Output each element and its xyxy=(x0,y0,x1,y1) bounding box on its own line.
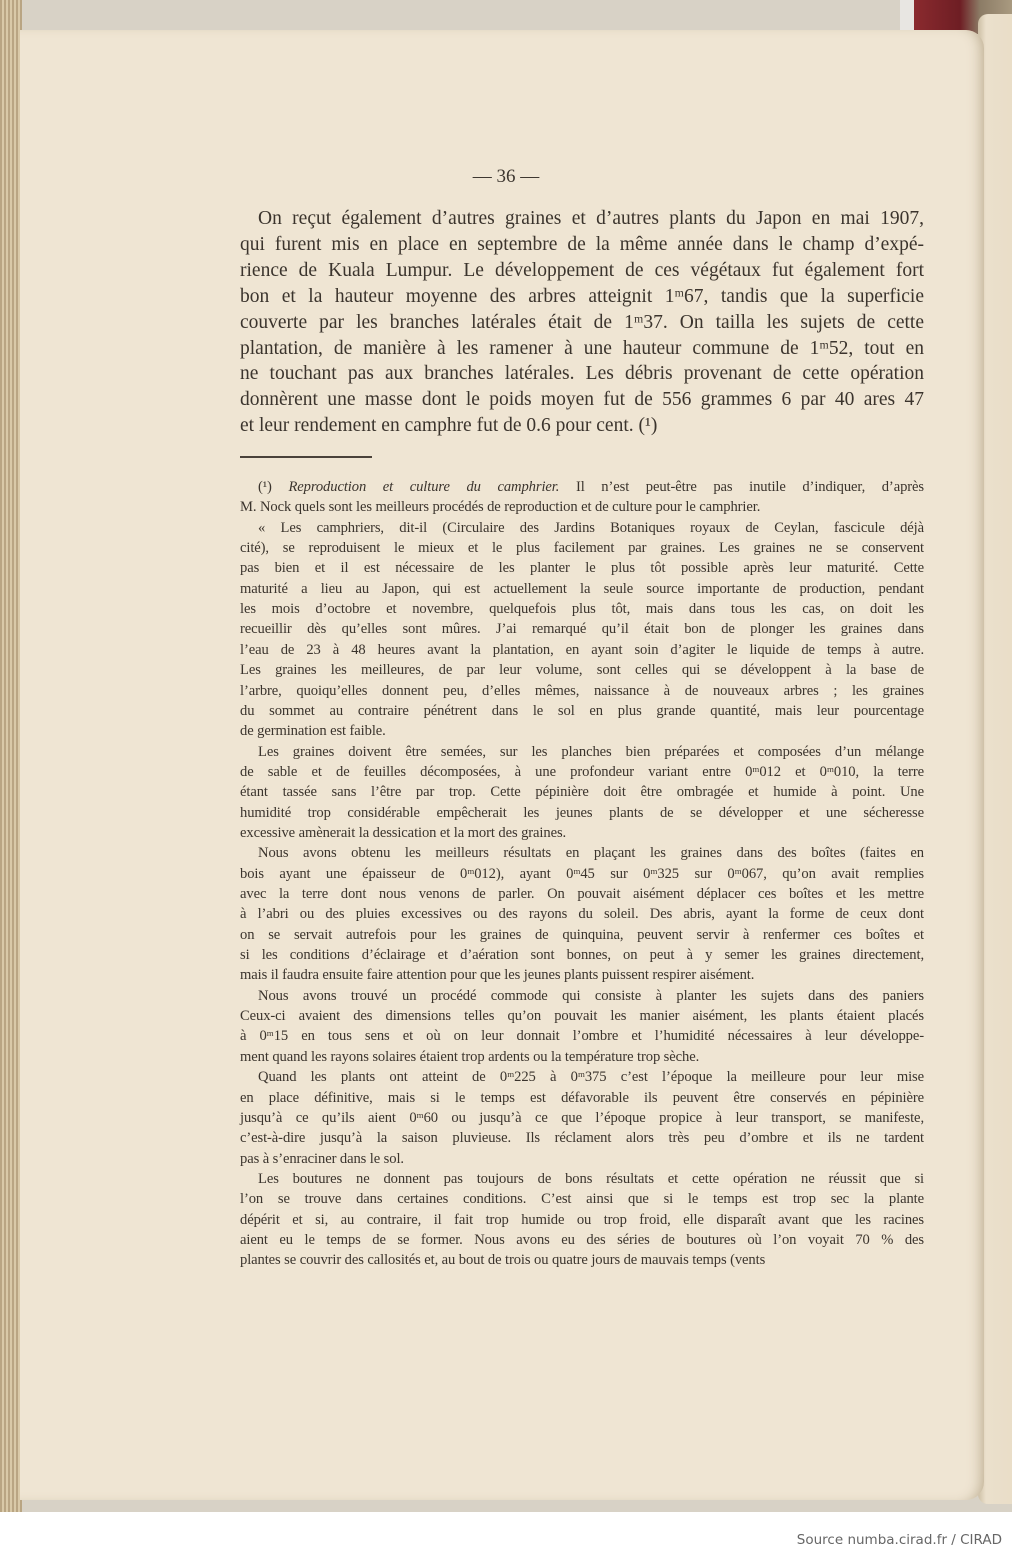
footnote-line: Quand les plants ont atteint de 0ᵐ225 à 0ᵐ375 c’est l’époque la meilleure pour leur mise xyxy=(258,1069,924,1086)
footnote-line: Nous avons obtenu les meilleurs résultats en plaçant les graines dans des boîtes (faites en xyxy=(258,845,924,862)
main-text-line: rience de Kuala Lumpur. Le développement de ces végétaux fut également fort xyxy=(240,259,924,281)
main-text-line: qui furent mis en place en septembre de la même année dans le champ d’expé- xyxy=(240,233,924,255)
footnote-line: maturité a lieu au Japon, qui est actuellement la seule source importante de production, pendant xyxy=(240,580,924,597)
footnote-line: cité), se reproduisent le mieux et le plus facilement par graines. Les graines ne se conservent xyxy=(240,540,924,557)
footnote-line: à l’abri ou des pluies excessives ou des rayons du soleil. Des abris, ayant la forme de ceux dont xyxy=(240,906,924,923)
footnote-line: Les boutures ne donnent pas toujours de bons résultats et cette opération ne réussit que si xyxy=(258,1170,924,1187)
footnote-line: on se servait autrefois pour les graines de quinquina, peuvent servir à renfermer ces boîtes et xyxy=(240,926,924,943)
main-text-line: et leur rendement en camphre fut de 0.6 pour cent. (¹) xyxy=(240,415,658,437)
footnote-line: plantes se couvrir des callosités et, au bout de trois ou quatre jours de mauvais temps (vents xyxy=(240,1252,766,1269)
footnote-line: du sommet au contraire pénétrent dans le sol en plus grande quantité, mais leur pourcentage xyxy=(240,702,924,719)
footnote-line: les mois d’octobre et novembre, quelquefois plus tôt, mais dans tous les cas, on doit les xyxy=(240,601,924,618)
footnote-line: Nous avons trouvé un procédé commode qui consiste à planter les sujets dans des paniers xyxy=(258,987,924,1004)
footnote-line: à 0ᵐ15 en tous sens et où on leur donnait l’ombre et l’humidité nécessaires à leur développe- xyxy=(240,1028,924,1045)
footnote-line: mais il faudra ensuite faire attention pour que les jeunes plants puissent respirer aisément. xyxy=(240,967,755,984)
footnote-separator xyxy=(240,456,372,458)
footnote-title: Reproduction et culture du camphrier. xyxy=(288,479,560,495)
main-text-line: plantation, de manière à les ramener à une hauteur commune de 1ᵐ52, tout en xyxy=(240,337,924,359)
footnote-line: pas à s’enraciner dans le sol. xyxy=(240,1150,404,1167)
footnote-line: Ceux-ci avaient des dimensions telles qu’on pouvait les manier aisément, les plants étaient placés xyxy=(240,1008,924,1025)
footnote-line: excessive amènerait la dessication et la mort des graines. xyxy=(240,824,567,841)
book-spine-edges xyxy=(0,0,22,1512)
footnote-line: étant tassée sans l’être par trop. Cette pépinière doit être ombragée et humide à point. Une xyxy=(240,784,924,801)
footnote-line: l’arbre, quoiqu’elles donnent peu, d’elles mêmes, naissance à de nouveaux arbres ; les graines xyxy=(240,682,924,699)
footnote-line: de germination est faible. xyxy=(240,723,386,740)
footnote-line: pas bien et il est nécessaire de les planter le plus tôt possible après leur maturité. Cette xyxy=(240,560,924,577)
footnote-marker: (¹) xyxy=(258,479,272,495)
main-text-line: On reçut également d’autres graines et d’autres plants du Japon en mai 1907, xyxy=(258,208,924,229)
footnote-line: c’est-à-dire jusqu’à la saison pluvieuse. Ils réclament alors très peu d’ombre et ils ne tardent xyxy=(240,1130,924,1147)
footnote-line: en place définitive, mais si le temps est défavorable ils peuvent être conservés en pépinière xyxy=(240,1089,924,1106)
footnote-line: ment quand les rayons solaires étaient trop ardents ou la température trop sèche. xyxy=(240,1048,700,1065)
footnote-intro: Il n’est peut-être pas inutile d’indiquer, d’après xyxy=(575,479,924,495)
footnote-line: aient eu le temps de se former. Nous avons eu des séries de boutures où l’on voyait 70 % des xyxy=(240,1231,924,1248)
main-text-line: couverte par les branches latérales était de 1ᵐ37. On tailla les sujets de cette xyxy=(240,311,924,333)
footnote-line: Les graines doivent être semées, sur les planches bien préparées et composées d’un mélange xyxy=(258,743,924,760)
footnote-line: jusqu’à ce qu’ils aient 0ᵐ60 ou jusqu’à ce que l’époque propice à leur transport, se manifeste, xyxy=(240,1109,924,1126)
footnote-line: humidité trop considérable empêcherait les jeunes plants de se développer et une sécheresse xyxy=(240,804,924,821)
footnote-line: « Les camphriers, dit-il (Circulaire des Jardins Botaniques royaux de Ceylan, fascicule déjà xyxy=(258,519,924,536)
footnote-line: l’on se trouve dans certaines conditions. C’est ainsi que si le temps est trop sec la plante xyxy=(240,1191,924,1208)
footnote-line xyxy=(240,477,924,497)
footnote-line: bois ayant une épaisseur de 0ᵐ012), ayant 0ᵐ45 sur 0ᵐ325 sur 0ᵐ067, qu’on avait remplies xyxy=(240,865,924,882)
source-credit: Source numba.cirad.fr / CIRAD xyxy=(796,1532,1002,1548)
main-text-line: bon et la hauteur moyenne des arbres atteignit 1ᵐ67, tandis que la superficie xyxy=(240,285,924,307)
footnote-line: dépérit et si, au contraire, il fait trop humide ou trop froid, elle disparaît avant que les racines xyxy=(240,1211,924,1228)
footnote-line: recueillir dès qu’elles sont mûres. J’ai remarqué qu’il était bon de plonger les graines dans xyxy=(240,621,924,638)
footnote-line: l’eau de 23 à 48 heures avant la plantation, en ayant soin d’agiter le liquide de temps à autre. xyxy=(240,641,924,658)
footnote-line: si les conditions d’éclairage et d’aération sont bonnes, on peut à y semer les graines directement, xyxy=(240,947,924,964)
main-text-line: donnèrent une masse dont le poids moyen fut de 556 grammes 6 par 40 ares 47 xyxy=(240,389,924,411)
footnote-line: de sable et de feuilles décomposées, à une profondeur variant entre 0ᵐ012 et 0ᵐ010, la terre xyxy=(240,763,924,780)
footnote-line: Les graines les meilleures, de par leur volume, sont celles qui se développent à la base de xyxy=(240,662,924,679)
footnote-line: M. Nock quels sont les meilleurs procédés de reproduction et de culture pour le camphrier. xyxy=(240,499,761,516)
footnote-line: avec la terre dont nous venons de parler. On pouvait aisément déplacer ces boîtes et les mettre xyxy=(240,886,924,902)
main-text-line: ne touchant pas aux branches latérales. Les débris provenant de cette opération xyxy=(240,363,924,385)
page-number: — 36 — xyxy=(472,166,540,187)
